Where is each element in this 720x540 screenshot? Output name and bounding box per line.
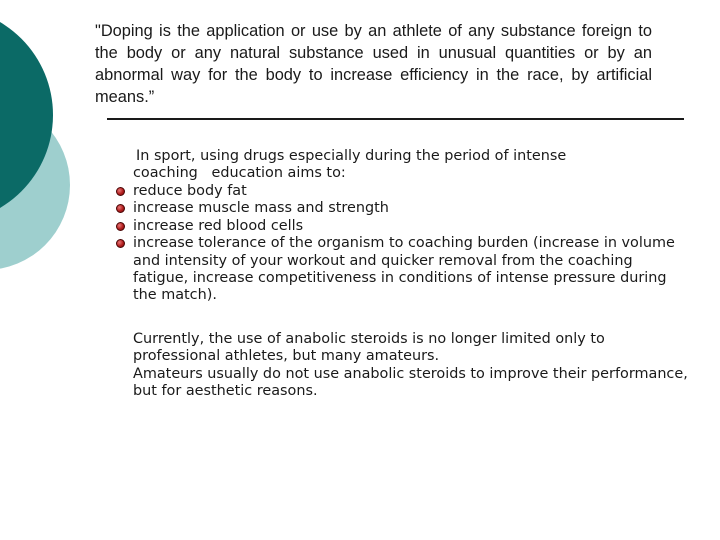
list-item bbox=[133, 218, 678, 235]
steroids-paragraph-1: Currently, the use of anabolic steroids is no longer limited only to professional athletes, but many amateurs. bbox=[133, 331, 605, 365]
intro-line-1: In sport, using drugs especially during the period of intense bbox=[136, 148, 567, 164]
list-item bbox=[133, 183, 678, 200]
bullet-icon bbox=[116, 239, 125, 248]
bullet-icon bbox=[116, 187, 125, 196]
intro-line-2: coaching education aims to: bbox=[133, 165, 346, 182]
bullet-icon bbox=[116, 222, 125, 231]
list-item-text: increase tolerance of the organism to coaching burden (increase in volume and intensity of your workout and quicker removal from the coaching fatigue, increase competitiveness in conditions of intense pressure during the match). bbox=[133, 235, 675, 304]
list-item-text: increase red blood cells bbox=[133, 217, 304, 234]
aims-list bbox=[133, 183, 678, 305]
steroids-paragraph-2: Amateurs usually do not use anabolic steroids to improve their performance, but for aesthetic reasons. bbox=[133, 365, 688, 400]
list-item bbox=[133, 235, 678, 305]
list-item bbox=[133, 200, 678, 217]
doping-definition-quote: "Doping is the application or use by an athlete of any substance foreign to the body or any natural substance used in unusual quantities or by an abnormal way for the body to increase efficiency in the race, by artificial means.” bbox=[95, 22, 652, 106]
bullet-icon bbox=[116, 204, 125, 213]
list-item-text: reduce body fat bbox=[133, 183, 247, 199]
steroids-paragraphs bbox=[133, 331, 693, 401]
list-item-text: increase muscle mass and strength bbox=[133, 200, 389, 217]
intro-paragraph bbox=[133, 148, 693, 183]
divider-line bbox=[107, 118, 684, 120]
